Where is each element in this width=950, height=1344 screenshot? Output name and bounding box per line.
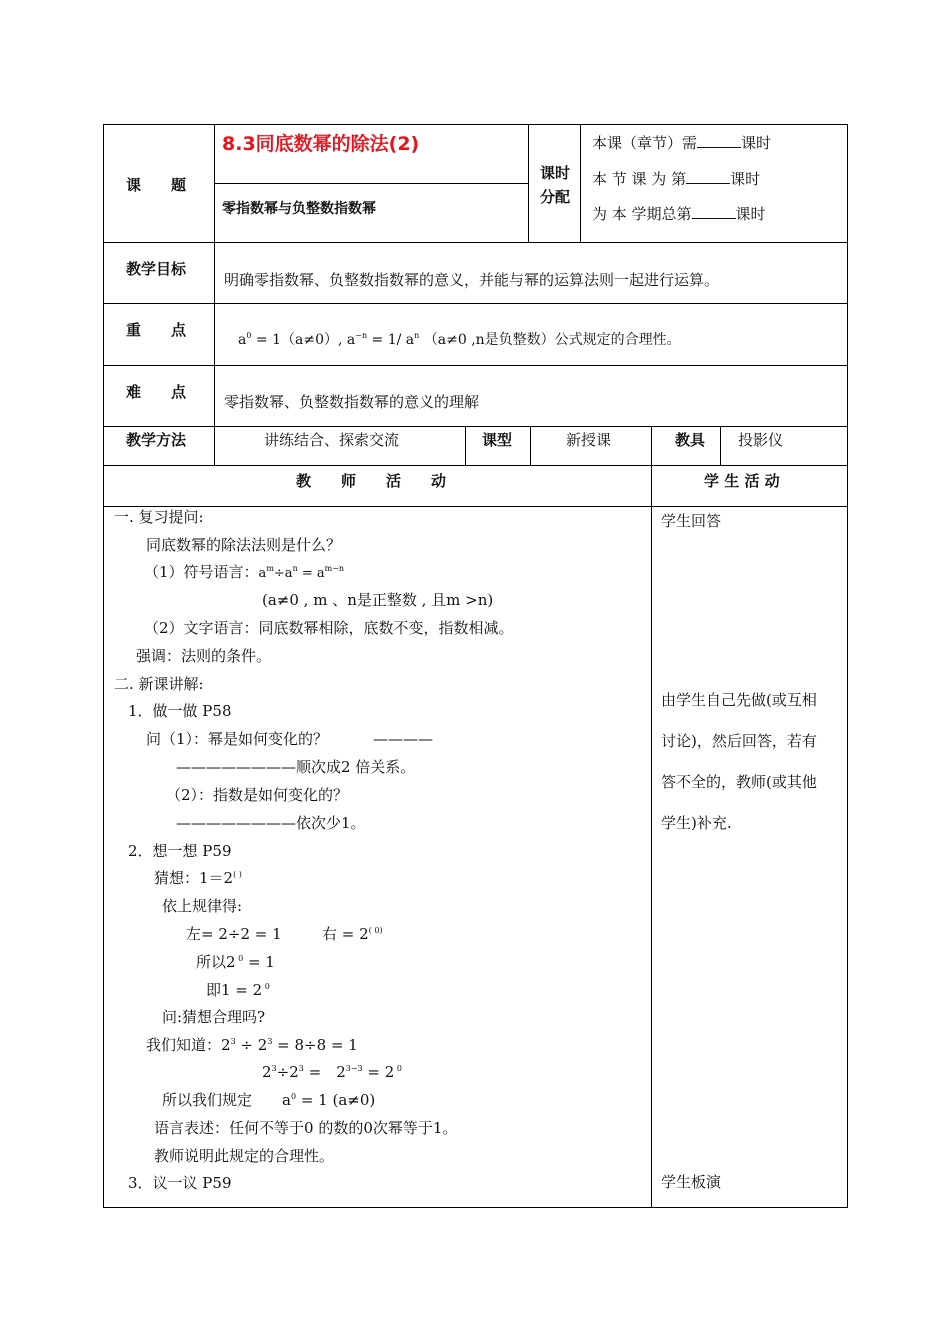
text-line: 学生板演 <box>661 1173 722 1191</box>
label-type: 课型 <box>482 431 513 449</box>
text-line: 所以2 $^0$ = 1 <box>196 953 275 971</box>
text-line: ————————顺次成2 倍关系。 <box>176 758 416 776</box>
text-line: （2）：指数是如何变化的？ <box>166 786 349 804</box>
key-formula: $a^0 = 1(a\ne 0)$, $a^{-n} = 1/$ $a^n$ （a≠0 ,n是负整数）公式规定的合理性。 <box>238 331 681 348</box>
text-line: 教师说明此规定的合理性。 <box>154 1147 335 1165</box>
text-line: (a≠0 , m 、n是正整数 , 且m >n) <box>262 591 494 609</box>
label-goals: 教学目标 <box>126 260 187 278</box>
keshi-line-2: 本 节 课 为 第 课时 <box>592 170 761 188</box>
difficult-text: 零指数幂、负整数指数幂的意义的理解 <box>224 393 480 411</box>
text-line: 讨论)，然后回答，若有 <box>661 732 817 750</box>
text-line: （2）文字语言：同底数幂相除，底数不变，指数相减。 <box>144 619 514 637</box>
student-activity-header: 学 生 活 动 <box>704 472 780 490</box>
text-line: 答不全的，教师(或其他 <box>661 773 817 791</box>
label-tool: 教具 <box>675 431 706 449</box>
text-line: $2^3\div 2^3$ = $2^{3-3} = 2$ $^0$ <box>262 1063 402 1081</box>
lesson-subtitle: 零指数幂与负整数指数幂 <box>222 201 376 217</box>
keshi-line-1: 本课（章节）需 课时 <box>592 134 772 152</box>
text-line: 依上规律得: <box>162 897 243 915</box>
tool-value: 投影仪 <box>738 431 784 449</box>
text-line: 由学生自己先做(或互相 <box>661 691 817 709</box>
text-line: 3．议一议 P59 <box>128 1174 232 1192</box>
method-value: 讲练结合、探索交流 <box>264 431 400 449</box>
label-keshi: 课时 <box>540 164 571 182</box>
type-value: 新授课 <box>566 431 612 449</box>
text-line: 语言表述：任何不等于0 的数的0次幂等于1。 <box>154 1119 458 1137</box>
text-line: 1．做一做 P58 <box>128 702 232 720</box>
text-line: 右 = $2^{( 0)}$ <box>322 925 383 943</box>
text-line: 问（1）：幂是如何变化的？ ———— <box>146 730 434 748</box>
text-line: 我们知道：$2^3 \div 2^3 = 8\div 8 = 1$ <box>146 1036 358 1054</box>
text-line: ————————依次少1。 <box>176 814 366 832</box>
text-line: 猜想：1＝2( ) <box>154 869 242 887</box>
text-line: 同底数幂的除法法则是什么？ <box>146 536 342 554</box>
text-line: 即1 = 2 $^0$ <box>206 981 270 999</box>
text-line: 左= 2÷2 = 1 <box>186 925 282 943</box>
text-line: （1）符号语言：$a^m\div a^n = a^{m-n}$ <box>144 563 345 581</box>
keshi-line-3: 为 本 学期总第 课时 <box>592 205 766 223</box>
text-line: 学生回答 <box>661 512 722 530</box>
label-key: 重 点 <box>126 321 187 339</box>
text-line: 二. 新课讲解: <box>114 675 204 693</box>
goals-text: 明确零指数幂、负整数指数幂的意义，并能与幂的运算法则一起进行运算。 <box>224 271 720 289</box>
text-line: 所以我们规定 $a^0 = 1$ (a≠0) <box>162 1091 376 1109</box>
label-fenpei: 分配 <box>540 188 571 206</box>
text-line: 2．想一想 P59 <box>128 842 232 860</box>
lesson-title: 8.3同底数幂的除法(2) <box>222 133 420 155</box>
text-line: 问:猜想合理吗? <box>162 1008 266 1026</box>
label-method: 教学方法 <box>126 431 187 449</box>
label-difficult: 难 点 <box>126 383 187 401</box>
text-line: 强调：法则的条件。 <box>136 647 272 665</box>
text-line: 学生)补充. <box>661 814 732 832</box>
label-keti: 课 题 <box>126 176 187 194</box>
text-line: 一. 复习提问: <box>114 508 204 526</box>
teacher-activity-header: 教 师 活 动 <box>296 472 447 490</box>
